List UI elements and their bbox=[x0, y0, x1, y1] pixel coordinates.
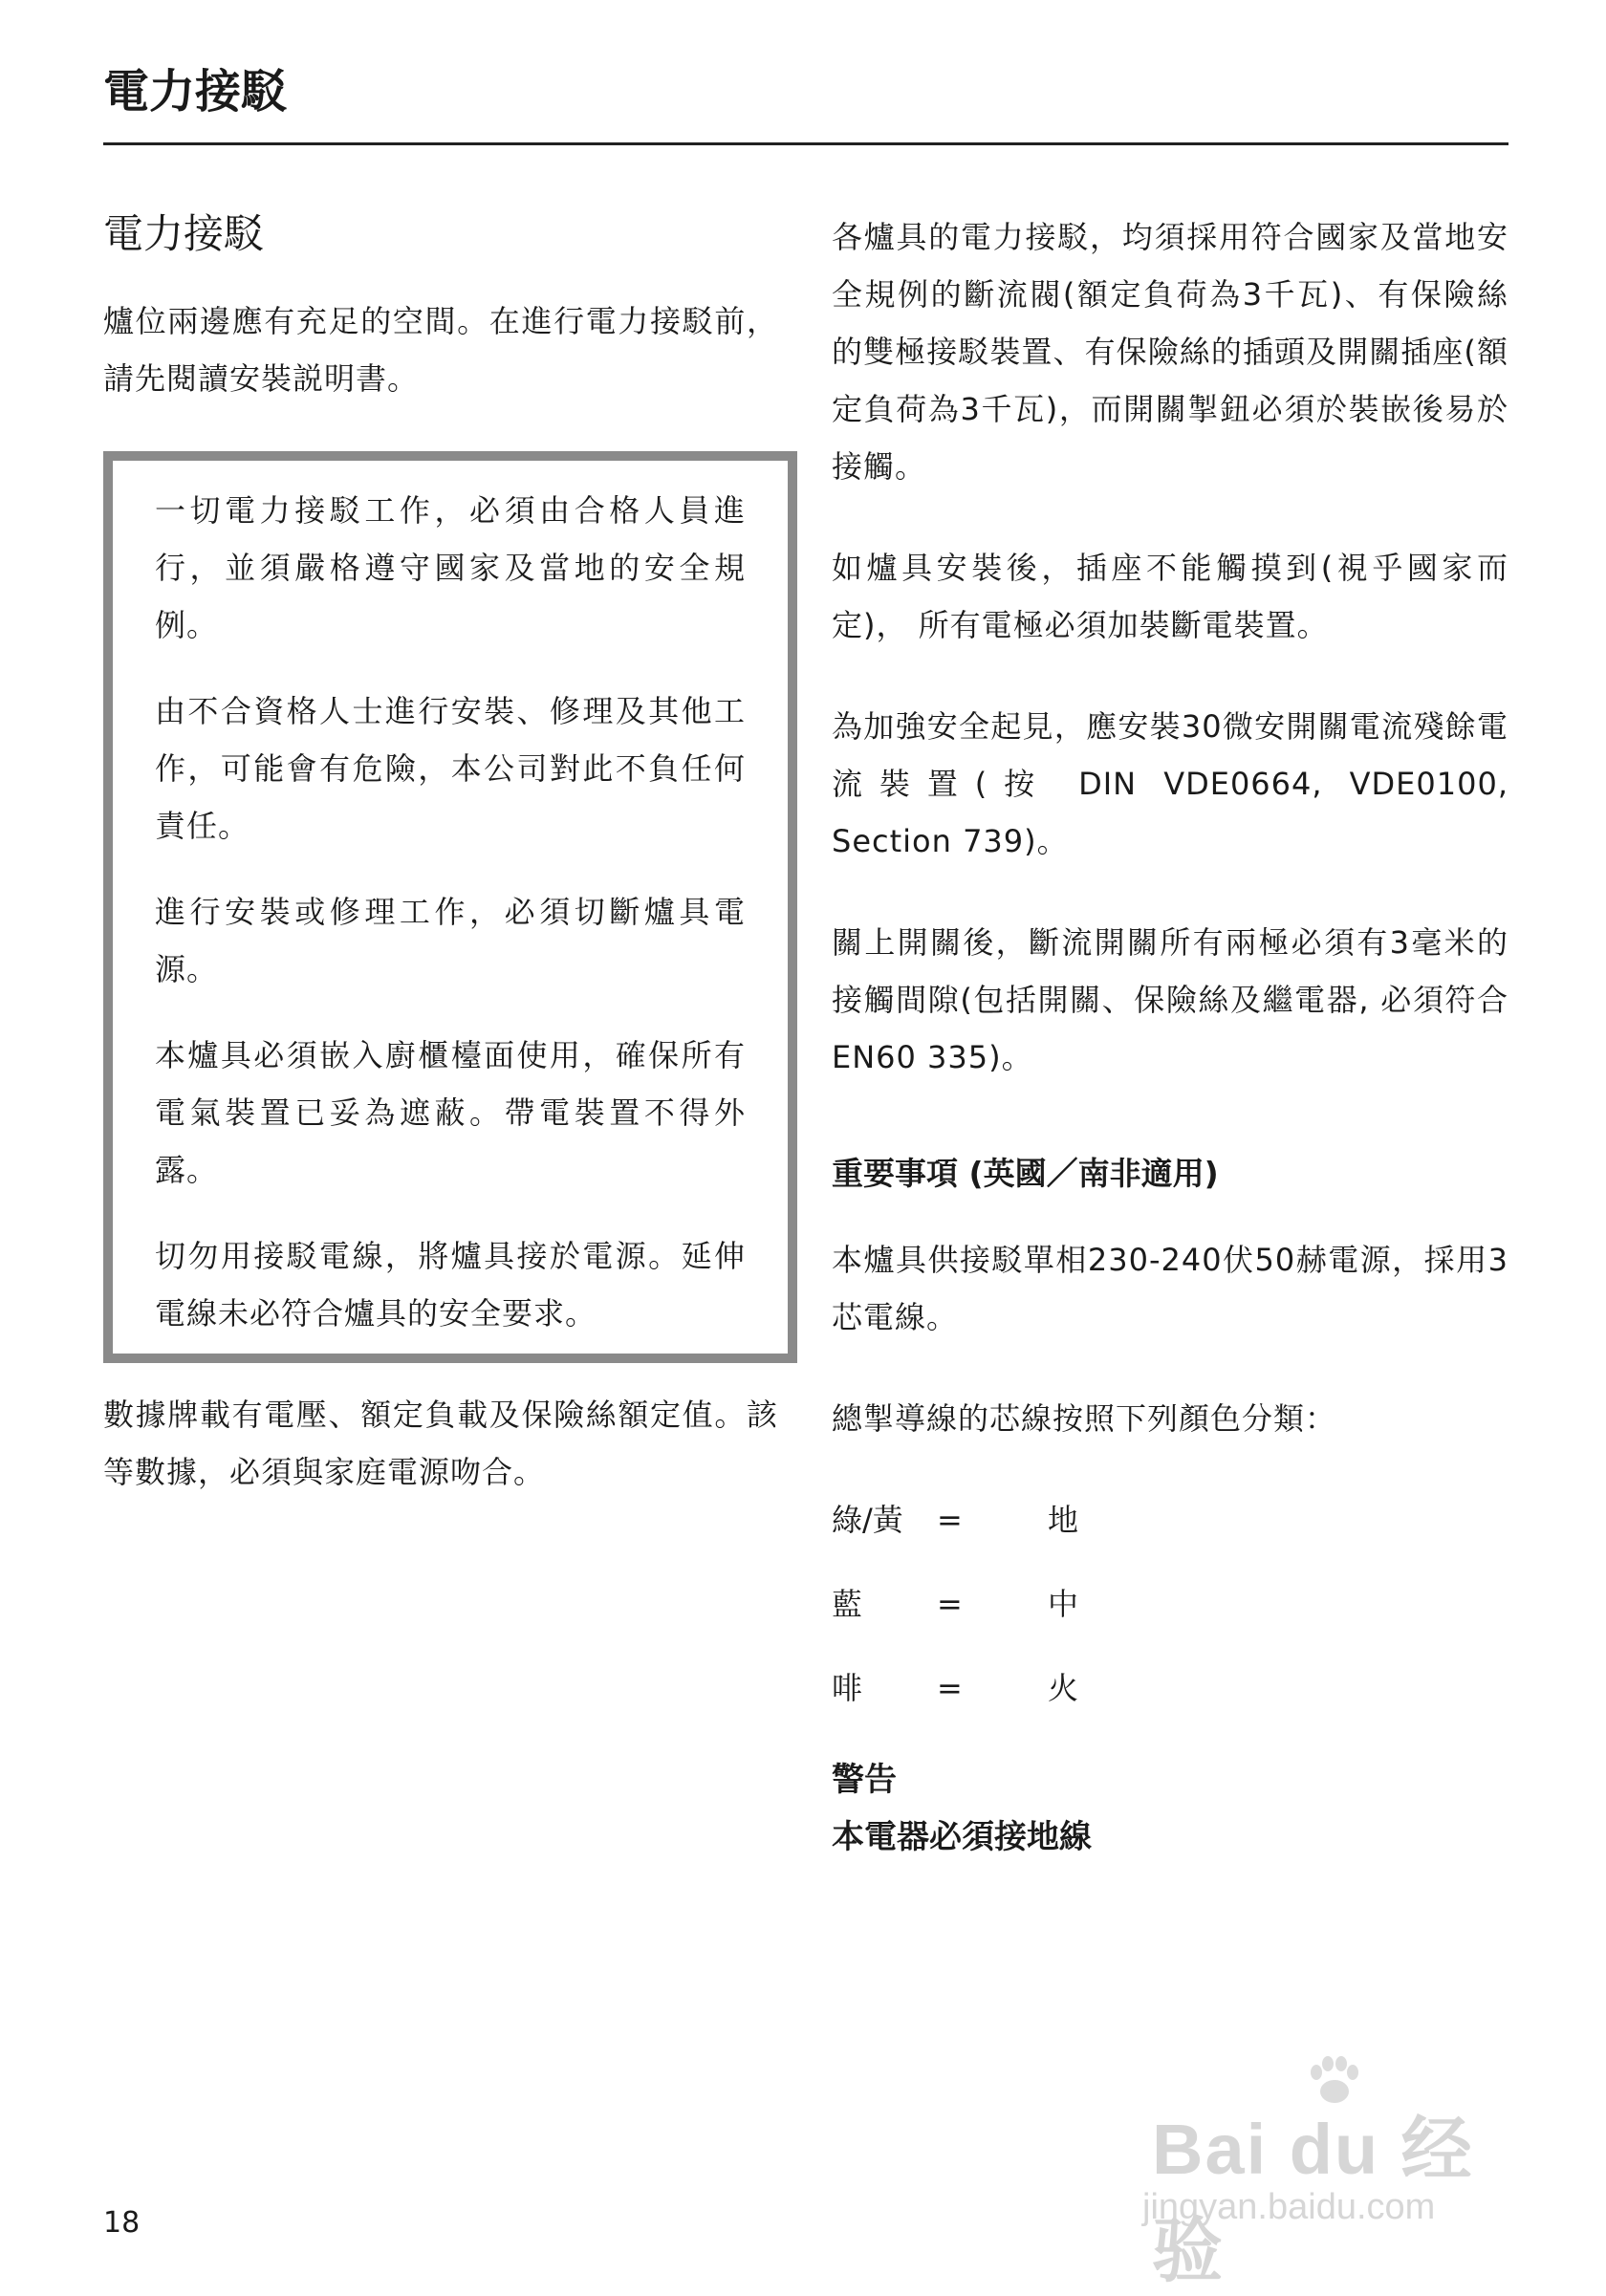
page-header bbox=[103, 67, 1508, 145]
earthing-warning bbox=[832, 1751, 1508, 1866]
notice-paragraph: 本爐具必須嵌入廚櫃檯面使用，確保所有電氣裝置已妥為遮蔽。帶電裝置不得外露。 bbox=[155, 1037, 746, 1189]
baidu-watermark bbox=[1142, 2055, 1525, 2290]
wire-meaning: 中 bbox=[1048, 1586, 1079, 1622]
wire-meaning: 地 bbox=[1048, 1502, 1079, 1538]
safety-notice-box bbox=[103, 451, 797, 1363]
page-title: 電力接駁 bbox=[103, 65, 288, 119]
wire-colour: 綠/黃 bbox=[832, 1502, 903, 1538]
page-number: 18 bbox=[103, 2206, 141, 2240]
wire-colour-row bbox=[832, 1575, 1508, 1633]
rating-plate-paragraph: 數據牌載有電壓、額定負載及保險絲額定值。該等數據，必須與家庭電源吻合。 bbox=[103, 1397, 778, 1491]
warning-text: 本電器必須接地線 bbox=[832, 1818, 1092, 1856]
equals-sign: = bbox=[937, 1586, 963, 1622]
section-title: 電力接駁 bbox=[103, 210, 265, 257]
wire-colour-row bbox=[832, 1659, 1508, 1717]
wire-meaning: 火 bbox=[1048, 1670, 1079, 1706]
watermark-logo-text: Bai du 经验 bbox=[1152, 2110, 1474, 2290]
rcd-paragraph: 為加強安全起見，應安裝30微安開關電流殘餘電流裝置(按 DIN VDE0664, VDE0100, Section 739)。 bbox=[832, 708, 1508, 859]
notice-paragraph: 一切電力接駁工作，必須由合格人員進行，並須嚴格遵守國家及當地的安全規例。 bbox=[155, 492, 746, 644]
wire-colour-intro: 總掣導線的芯線按照下列顏色分類： bbox=[832, 1400, 1337, 1437]
wire-colour: 啡 bbox=[832, 1670, 863, 1706]
notice-paragraph: 進行安裝或修理工作，必須切斷爐具電源。 bbox=[155, 894, 746, 988]
wire-colour-table bbox=[832, 1491, 1508, 1717]
wire-colour-row bbox=[832, 1491, 1508, 1549]
left-column bbox=[103, 210, 778, 1545]
intro-paragraph: 爐位兩邊應有充足的空間。在進行電力接駁前，請先閱讀安裝説明書。 bbox=[103, 303, 778, 398]
notice-paragraph: 由不合資格人士進行安裝、修理及其他工作，可能會有危險，本公司對此不負任何責任。 bbox=[155, 693, 746, 845]
notice-paragraph: 切勿用接駁電線，將爐具接於電源。延伸電線未必符合爐具的安全要求。 bbox=[155, 1238, 746, 1332]
socket-access-paragraph: 如爐具安裝後，插座不能觸摸到(視乎國家而定)， 所有電極必須加裝斷電裝置。 bbox=[832, 550, 1508, 643]
uk-supply-paragraph: 本爐具供接駁單相230-240伏50赫電源，採用3芯電線。 bbox=[832, 1242, 1508, 1335]
warning-title: 警告 bbox=[832, 1761, 897, 1799]
isolator-paragraph: 各爐具的電力接駁，均須採用符合國家及當地安全規例的斷流閥(額定負荷為3千瓦)、有保險絲的雙極接駁裝置、有保險絲的插頭及開關插座(額定負荷為3千瓦)，而開關掣鈕必須於裝嵌後易於接觸。 bbox=[832, 219, 1508, 485]
right-column bbox=[832, 208, 1508, 1866]
equals-sign: = bbox=[937, 1502, 963, 1538]
uk-heading: 重要事項 (英國／南非適用) bbox=[832, 1155, 1219, 1192]
watermark-url: jingyan.baidu.com bbox=[1142, 2187, 1436, 2227]
wire-colour: 藍 bbox=[832, 1586, 863, 1622]
equals-sign: = bbox=[937, 1670, 963, 1706]
contact-gap-paragraph: 關上開關後，斷流開關所有兩極必須有3毫米的接觸間隙(包括開關、保險絲及繼電器, 必須符合EN60 335)。 bbox=[832, 924, 1508, 1075]
